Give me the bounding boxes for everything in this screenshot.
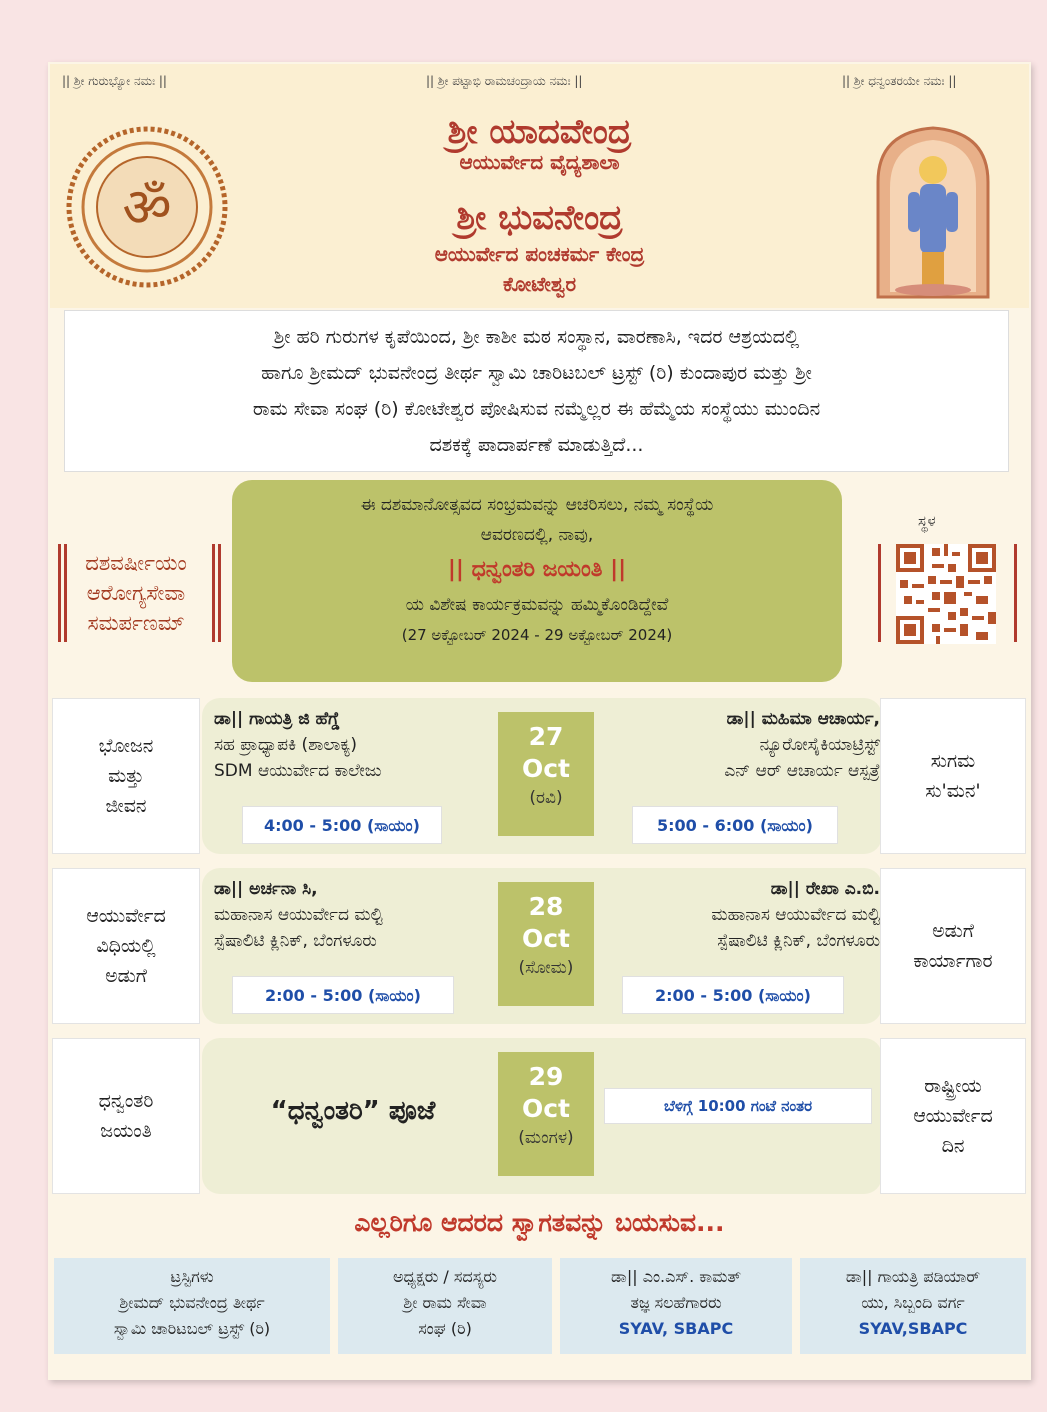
welcome-line: ಎಲ್ಲರಿಗೂ ಆದರದ ಸ್ವಾಗತವನ್ನು ಬಯಸುವ...	[354, 1208, 725, 1237]
announcement-line: ಈ ದಶಮಾನೋತ್ಸವದ ಸಂಭ್ರಮವನ್ನು ಆಚರಿಸಲು, ನಮ್ಮ ಸಂಸ್ಥೆಯ	[360, 495, 714, 515]
host-cell-kamath	[560, 1258, 792, 1354]
topic-line: ಆಯುರ್ವೇದ	[86, 905, 166, 927]
host-line: ಅಧ್ಯಕ್ಷರು / ಸದಸ್ಯರು	[393, 1267, 497, 1286]
invitation-sheet	[48, 62, 1031, 1380]
announcement-line: ಯ ವಿಶೇಷ ಕಾರ್ಯಕ್ರಮವನ್ನು ಹಮ್ಮಿಕೊಂಡಿದ್ದೇವೆ	[405, 595, 669, 615]
host-line: ಸ್ವಾಮಿ ಚಾರಿಟಬಲ್ ಟ್ರಸ್ಟ್ (ರಿ)	[113, 1319, 271, 1338]
date-day: 27	[528, 722, 564, 751]
topic-cell-day3-left	[52, 1038, 200, 1194]
topic-line: ದಿನ	[941, 1135, 965, 1157]
speaker-name: ಡಾ|| ಮಹಿಮಾ ಆಚಾರ್ಯ,	[726, 709, 880, 729]
event-dates: (27 ಅಕ್ಟೋಬರ್ 2024 - 29 ಅಕ್ಟೋಬರ್ 2024)	[401, 626, 673, 644]
speaker-org: SDM ಆಯುರ್ವೇದ ಕಾಲೇಜು	[214, 761, 382, 781]
date-weekday: (ಮಂಗಳ)	[518, 1128, 574, 1148]
day2-date-badge	[498, 882, 594, 1006]
day2-left-time: 2:00 - 5:00 (ಸಾಯಂ)	[232, 976, 454, 1014]
host-line: ಯು, ಸಿಬ್ಬಂದಿ ವರ್ಗ	[861, 1293, 965, 1312]
day3-time: ಬೆಳಿಗ್ಗೆ 10:00 ಗಂಟೆ ನಂತರ	[604, 1088, 872, 1124]
host-line: ಡಾ|| ಎಂ.ಎಸ್. ಕಾಮತ್	[610, 1267, 741, 1286]
svg-text:ॐ: ॐ	[122, 176, 172, 239]
host-line: ಶ್ರೀಮದ್ ಭುವನೇಂದ್ರ ತೀರ್ಥ	[119, 1293, 265, 1312]
qr-bar-right	[1014, 544, 1017, 642]
intro-line: ಹಾಗೂ ಶ್ರೀಮದ್ ಭುವನೇಂದ್ರ ತೀರ್ಥ ಸ್ವಾಮಿ ಚಾರಿಟಬಲ್ ಟ್ರಸ್ಟ್ (ರಿ) ಕುಂದಾಪುರ ಮತ್ತು ಶ್ರೀ	[261, 362, 812, 384]
date-weekday: (ರವಿ)	[529, 788, 563, 808]
tag-line: ಆರೋಗ್ಯಸೇವಾ	[86, 581, 186, 605]
place-name: ಕೋಟೇಶ್ವರ	[502, 272, 577, 296]
speaker-title: ಮಹಾನಾಸ ಆಯುರ್ವೇದ ಮಲ್ಟಿ	[214, 905, 383, 925]
qr-bar-left	[878, 544, 881, 642]
tag-line: ಸಮರ್ಪಣಮ್	[87, 611, 185, 635]
topic-cell-day3-right	[880, 1038, 1026, 1194]
host-cell-padiyar	[800, 1258, 1026, 1354]
intro-line: ಶ್ರೀ ಹರಿ ಗುರುಗಳ ಕೃಪೆಯಿಂದ, ಶ್ರೀ ಕಾಶೀ ಮಠ ಸಂಸ್ಥಾನ, ವಾರಣಾಸಿ, ಇದರ ಆಶ್ರಯದಲ್ಲಿ	[273, 326, 800, 348]
speaker-org: ಸ್ಪೆಷಾಲಿಟಿ ಕ್ಲಿನಿಕ್, ಬೆಂಗಳೂರು	[214, 931, 377, 951]
location-qr-code[interactable]	[896, 544, 996, 644]
date-month: Oct	[521, 924, 571, 953]
date-month: Oct	[521, 1094, 571, 1123]
topic-line: ಕಾರ್ಯಾಗಾರ	[913, 950, 993, 972]
date-month: Oct	[521, 754, 571, 783]
day1-left-time: 4:00 - 5:00 (ಸಾಯಂ)	[242, 806, 442, 844]
location-label: ಸ್ಥಳ	[918, 512, 936, 530]
host-line: ಶ್ರೀ ರಾಮ ಸೇವಾ	[403, 1293, 487, 1312]
day2-left-speaker	[214, 876, 383, 954]
dashavarshiyam-tag	[56, 548, 216, 638]
intro-line: ದಶಕಕ್ಕೆ ಪಾದಾರ್ಪಣೆ ಮಾಡುತ್ತಿದೆ...	[429, 434, 644, 456]
topic-line: ವಿಧಿಯಲ್ಲಿ	[96, 935, 156, 957]
day1-left-speaker	[214, 706, 382, 784]
host-line: ಡಾ|| ಗಾಯತ್ರಿ ಪಡಿಯಾರ್	[845, 1267, 981, 1286]
speaker-name: ಡಾ|| ರೇಖಾ ಎ.ಬಿ.	[770, 879, 880, 899]
host-credentials: SYAV,SBAPC	[858, 1319, 968, 1338]
host-cell-sangha	[338, 1258, 552, 1354]
speaker-title: ಸಹ ಪ್ರಾಧ್ಯಾಪಕಿ (ಶಾಲಾಕ್ಯ)	[214, 735, 358, 755]
topic-line: ಭೋಜನ	[98, 735, 154, 757]
event-heading: || ಧನ್ವಂತರಿ ಜಯಂತಿ ||	[447, 557, 627, 582]
topic-line: ರಾಷ್ಟ್ರೀಯ	[924, 1075, 982, 1097]
announcement-box	[232, 480, 842, 682]
topic-line: ಅಡುಗೆ	[105, 965, 147, 987]
topic-line: ಸುಗಮ	[930, 750, 976, 772]
date-day: 28	[528, 892, 564, 921]
host-cell-trustees	[54, 1258, 330, 1354]
intro-line: ರಾಮ ಸೇವಾ ಸಂಘ (ರಿ) ಕೋಟೇಶ್ವರ ಪೋಷಿಸುವ ನಮ್ಮೆಲ್ಲರ ಈ ಹೆಮ್ಮೆಯ ಸಂಸ್ಥೆಯು ಮುಂದಿನ	[252, 398, 821, 420]
topic-cell-day2-left	[52, 868, 200, 1024]
puja-event: “ಧನ್ವಂತರಿ” ಪೂಜೆ	[270, 1096, 436, 1126]
date-day: 29	[528, 1062, 564, 1091]
host-line: ತಜ್ಞ ಸಲಹೆಗಾರರು	[630, 1293, 722, 1312]
tag-bar-right	[218, 544, 221, 642]
topic-cell-day1-right	[880, 698, 1026, 854]
invocation-right: || ಶ್ರೀ ಧನ್ವಂತರಯೇ ನಮಃ ||	[842, 74, 957, 88]
host-line: ಸಂಘ (ರಿ)	[418, 1319, 472, 1338]
day2-right-time: 2:00 - 5:00 (ಸಾಯಂ)	[622, 976, 844, 1014]
subtitle-1: ಆಯುರ್ವೇದ ವೈದ್ಯಶಾಲಾ	[459, 150, 620, 174]
intro-paragraph	[64, 310, 1009, 472]
topic-line: ಸು'ಮನ'	[925, 780, 981, 802]
day3-date-badge	[498, 1052, 594, 1176]
topic-cell-day1-left	[52, 698, 200, 854]
subtitle-2: ಆಯುರ್ವೇದ ಪಂಚಕರ್ಮ ಕೇಂದ್ರ	[434, 242, 645, 266]
day2-right-speaker	[604, 876, 880, 954]
host-credentials: SYAV, SBAPC	[618, 1319, 734, 1338]
topic-line: ಆಯುರ್ವೇದ	[913, 1105, 993, 1127]
day1-date-badge	[498, 712, 594, 836]
speaker-org: ಸ್ಪೆಷಾಲಿಟಿ ಕ್ಲಿನಿಕ್, ಬೆಂಗಳೂರು	[717, 931, 880, 951]
topic-line: ಅಡುಗೆ	[932, 920, 974, 942]
announcement-line: ಆವರಣದಲ್ಲಿ, ನಾವು,	[480, 525, 594, 545]
invocation-left: || ಶ್ರೀ ಗುರುಭ್ಯೋ ನಮಃ ||	[62, 74, 167, 88]
title-2: ಶ್ರೀ ಭುವನೇಂದ್ರ	[456, 198, 623, 238]
speaker-org: ಎನ್ ಆರ್ ಆಚಾರ್ಯ ಆಸ್ಪತ್ರೆ	[724, 761, 880, 781]
host-line: ಟ್ರಸ್ಟಿಗಳು	[170, 1267, 214, 1286]
topic-cell-day2-right	[880, 868, 1026, 1024]
date-weekday: (ಸೋಮ)	[518, 958, 574, 978]
speaker-name: ಡಾ|| ಅರ್ಚನಾ ಸಿ,	[214, 879, 318, 899]
tag-line: ದಶವರ್ಷೀಯಂ	[85, 551, 187, 575]
day1-right-time: 5:00 - 6:00 (ಸಾಯಂ)	[632, 806, 838, 844]
speaker-name: ಡಾ|| ಗಾಯತ್ರಿ ಜಿ ಹೆಗ್ಡೆ	[214, 709, 340, 729]
day1-right-speaker	[604, 706, 880, 784]
topic-line: ಧನ್ವಂತರಿ	[98, 1090, 154, 1112]
invocation-center: || ಶ್ರೀ ಪಟ್ಟಾಭಿ ರಾಮಚಂದ್ರಾಯ ನಮಃ ||	[426, 74, 583, 88]
speaker-title: ನ್ಯೂರೋಸೈಕಿಯಾಟ್ರಿಸ್ಟ್	[759, 735, 880, 755]
title-1: ಶ್ರೀ ಯಾದವೇಂದ್ರ	[447, 112, 632, 152]
topic-line: ಜಯಂತಿ	[100, 1120, 152, 1142]
topic-line: ಮತ್ತು	[108, 765, 144, 787]
topic-line: ಜೀವನ	[105, 795, 147, 817]
speaker-title: ಮಹಾನಾಸ ಆಯುರ್ವೇದ ಮಲ್ಟಿ	[711, 905, 880, 925]
